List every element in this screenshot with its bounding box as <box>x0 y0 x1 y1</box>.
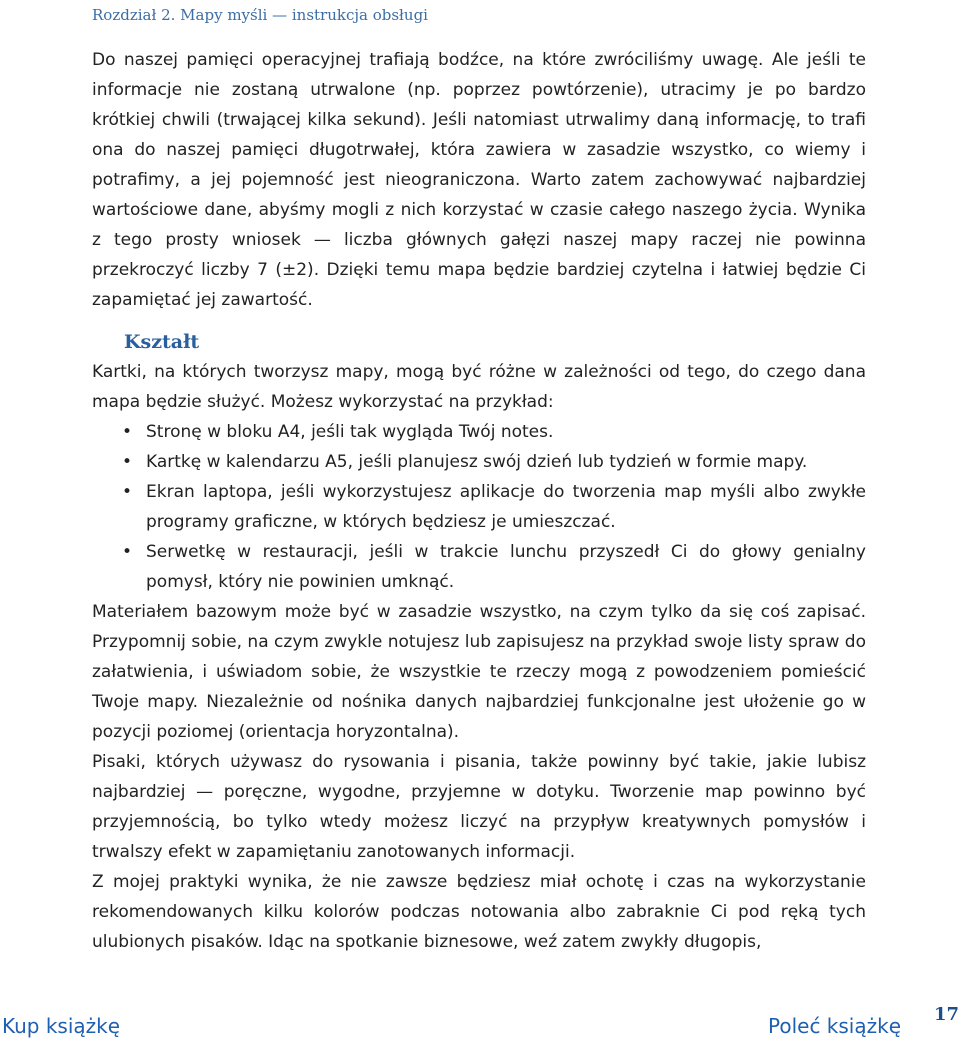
list-item: • Stronę w bloku A4, jeśli tak wygląda Twój notes. <box>146 417 866 447</box>
page-content <box>92 45 866 957</box>
buy-book-link[interactable]: Kup książkę <box>2 1014 121 1038</box>
intro-paragraph: Do naszej pamięci operacyjnej trafiają bodźce, na które zwróciliśmy uwagę. Ale jeśli te informacje nie zostaną utrwalone (np. poprzez powtórzenie), utracimy je po bardzo krótkiej chwili (trwającej kilka sekund). Jeśli natomiast utrwalimy daną informację, to trafi ona do naszej pamięci długotrwałej, która zawiera w zasadzie wszystko, co wiemy i potrafimy, a jej pojemność jest nieograniczona. Warto zatem zachowywać najbardziej wartościowe dane, abyśmy mogli z nich korzystać w czasie całego naszego życia. Wynika z tego prosty wniosek — liczba głównych gałęzi naszej mapy raczej nie powinna przekroczyć liczby 7 (±2). Dzięki temu mapa będzie bardziej czytelna i łatwiej będzie Ci zapamiętać jej zawartość. <box>92 50 866 310</box>
bullet-list <box>92 417 866 597</box>
chapter-header: Rozdział 2. Mapy myśli — instrukcja obsługi <box>92 6 428 24</box>
body-paragraph: Z mojej praktyki wynika, że nie zawsze będziesz miał ochotę i czas na wykorzystanie rekomendowanych kilku kolorów podczas notowania albo zabraknie Ci pod ręką tych ulubionych pisaków. Idąc na spotkanie biznesowe, weź zatem zwykły długopis, <box>92 872 866 952</box>
page-number: 17 <box>934 1004 960 1025</box>
recommend-book-link[interactable]: Poleć książkę <box>768 1014 901 1038</box>
section-heading: Kształt <box>124 331 200 353</box>
list-item: • Serwetkę w restauracji, jeśli w trakcie lunchu przyszedł Ci do głowy genialny pomysł, który nie powinien umknąć. <box>146 537 866 597</box>
list-item: • Ekran laptopa, jeśli wykorzystujesz aplikacje do tworzenia map myśli albo zwykłe programy graficzne, w których będziesz je umieszczać. <box>146 477 866 537</box>
body-paragraph: Pisaki, których używasz do rysowania i pisania, także powinny być takie, jakie lubisz najbardziej — poręczne, wygodne, przyjemne w dotyku. Tworzenie map powinno być przyjemnością, bo tylko wtedy możesz liczyć na przypływ kreatywnych pomysłów i trwalszy efekt w zapamiętaniu zanotowanych informacji. <box>92 752 866 862</box>
body-paragraph: Materiałem bazowym może być w zasadzie wszystko, na czym tylko da się coś zapisać. Przypomnij sobie, na czym zwykle notujesz lub zapisujesz na przykład swoje listy spraw do załatwienia, i uświadom sobie, że wszystkie te rzeczy mogą z powodzeniem pomieścić Twoje mapy. Niezależnie od nośnika danych najbardziej funkcjonalne jest ułożenie go w pozycji poziomej (orientacja horyzontalna). <box>92 602 866 742</box>
list-item: • Kartkę w kalendarzu A5, jeśli planujesz swój dzień lub tydzień w formie mapy. <box>146 447 866 477</box>
section-lead: Kartki, na których tworzysz mapy, mogą być różne w zależności od tego, do czego dana mapa będzie służyć. Możesz wykorzystać na przykład: <box>92 362 866 412</box>
